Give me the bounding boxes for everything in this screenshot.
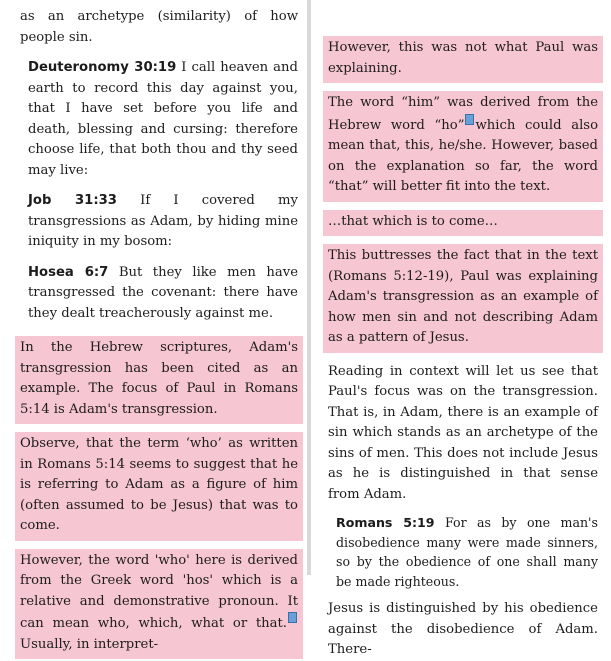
left-column: [20, 7, 298, 659]
paragraph: Jesus is distinguished by his obedience against the disobedience of Adam. There-: [328, 601, 598, 657]
paragraph-text: which could also mean that, this, he/she. However, based on the explanation so far, the word “that” will better fit into the text.: [328, 117, 599, 194]
highlighted-paragraph[interactable]: …that which is to come…: [323, 210, 603, 237]
quote-text: I call heaven and earth to record this day against you, that I have set before you life and death, blessing and cursing: therefore choose life, that both thou and thy seed may live:: [28, 60, 298, 178]
quote-ref: Hosea 6:7: [28, 264, 109, 280]
quote-text: If I covered my transgressions as Adam, by hiding mine iniquity in my bosom:: [28, 193, 298, 249]
note-icon[interactable]: [288, 612, 297, 623]
right-page: [311, 0, 611, 657]
quote-ref: Deuteronomy 30:19: [28, 60, 177, 75]
highlighted-paragraph[interactable]: This buttresses the fact that in the text (Romans 5:12-19), Paul was explaining Adam's transgression as an example of how men sin and not describing Adam as a pattern of Jesus.: [323, 244, 603, 353]
highlighted-paragraph[interactable]: [323, 91, 603, 202]
right-column: [328, 36, 598, 661]
quote-text: For as by one man's disobedience many were made sinners, so by the obedience of one shall many be made righteous.: [336, 515, 598, 589]
quote-romans: [328, 513, 598, 591]
paragraph-text: Usually, in interpret-: [20, 636, 159, 652]
highlighted-paragraph[interactable]: However, this was not what Paul was explaining.: [323, 36, 603, 83]
left-top-text: as an archetype (similarity) of how people sin.: [20, 9, 298, 45]
paragraph: Reading in context will let us see that Paul's focus was on the transgression. That is, in Adam, there is an example of sin which stands as an archetype of the sins of men. This does not include Jesus as he is distinguished in that sense from Adam.: [328, 363, 598, 502]
highlighted-paragraph[interactable]: [15, 549, 303, 660]
quote-text: But they like men have transgressed the covenant: there have they dealt treacherously against me.: [28, 264, 298, 321]
quote-ref: Job 31:33: [28, 193, 117, 208]
left-page: [0, 0, 308, 652]
quote-hosea: [20, 263, 298, 325]
highlighted-paragraph[interactable]: Observe, that the term ‘who’ as written in Romans 5:14 seems to suggest that he is referring to Adam as a figure of him (often assumed to be Jesus) that was to come.: [15, 432, 303, 541]
quote-deuteronomy: [20, 58, 298, 181]
paragraph-text: The word “him” was derived from the Hebrew word “ho”: [328, 95, 598, 133]
note-icon[interactable]: [465, 114, 474, 125]
highlighted-paragraph[interactable]: In the Hebrew scriptures, Adam's transgression has been cited as an example. The focus of Paul in Romans 5:14 is Adam's transgression.: [15, 336, 303, 424]
paragraph-text: However, the word 'who' here is derived from the Greek word 'hos' which is a relative and demonstrative pronoun. It can mean who, which, what or that.: [20, 552, 298, 631]
quote-job: [20, 191, 298, 253]
quote-ref: Romans 5:19: [336, 515, 435, 530]
